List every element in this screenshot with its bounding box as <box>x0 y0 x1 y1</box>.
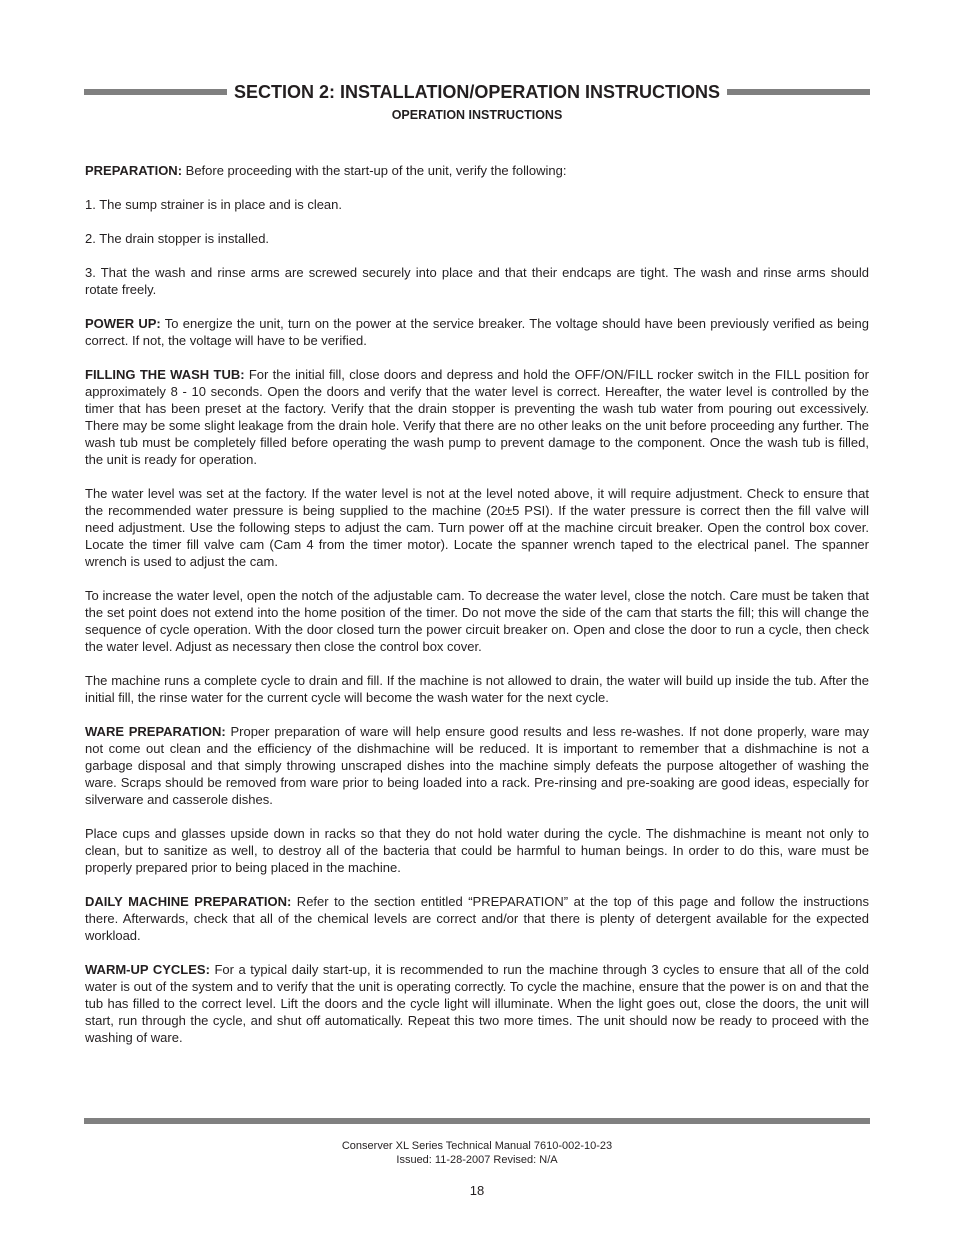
footer-rule <box>84 1118 870 1124</box>
daily-prep-heading: DAILY MACHINE PREPARATION: <box>85 894 292 909</box>
checklist-item: 2. The drain stopper is installed. <box>85 231 270 246</box>
power-up-text: To energize the unit, turn on the power at the service breaker. The voltage should have been previously verified as being correct. If not, the voltage will have to be verified. <box>85 316 869 348</box>
section-header <box>84 80 870 104</box>
cam-adjust-paragraph: To increase the water level, open the notch of the adjustable cam. To decrease the water level, close the notch. Care must be taken that the set point does not extend into the home position of the timer. Do not move the side of the cam that starts the fill; this will change the sequence of cycle operation. With the door closed turn the power circuit breaker on. Open and close the door to run a cycle, then check the water level. Adjust as necessary then close the control box cover. <box>85 588 869 654</box>
preparation-text: Before proceeding with the start-up of the unit, verify the following: <box>182 163 567 178</box>
page-subtitle: OPERATION INSTRUCTIONS <box>391 108 563 122</box>
ware-prep-heading: WARE PREPARATION: <box>85 724 226 739</box>
preparation-paragraph <box>85 162 869 179</box>
ware-prep-text: Proper preparation of ware will help ensure good results and less re-washes. If not done properly, ware may not come out clean and the efficiency of the dishmachine will be reduced. It is important to remember that a dishmachine is not a garbage disposal and that simply throwing unscraped dishes into the machine simply defeats the purpose altogether of washing the ware. Scraps should be removed from ware prior to being loaded into a rack. Pre-rinsing and pre-soaking are good ideas, especially for silverware and casserole dishes. <box>85 724 870 807</box>
power-up-heading: POWER UP: <box>85 316 161 331</box>
warm-up-text: For a typical daily start-up, it is recommended to run the machine through 3 cycles to ensure that all of the cold water is out of the system and to verify that the unit is operating correctly. To cycle the machine, ensure that the power is on and that the tub has filled to the correct level. Lift the doors and the cycle light will illuminate. When the light goes out, close the doors, the unit will start, run through the cycle, and shut off automatically. Repeat this two more times. The unit should now be ready to proceed with the washing of ware. <box>85 962 870 1045</box>
filling-heading: FILLING THE WASH TUB: <box>85 367 245 382</box>
header-rule-left <box>84 89 227 95</box>
cycle-paragraph: The machine runs a complete cycle to drain and fill. If the machine is not allowed to drain, the water will build up inside the tub. After the initial fill, the rinse water for the current cycle will become the wash water for the next cycle. <box>85 673 869 705</box>
issue-info: Issued: 11-28-2007 Revised: N/A <box>396 1154 558 1166</box>
section-title: SECTION 2: INSTALLATION/OPERATION INSTRUCTIONS <box>234 81 720 102</box>
cups-paragraph: Place cups and glasses upside down in racks so that they do not hold water during the cycle. The dishmachine is meant not only to clean, but to sanitize as well, to destroy all of the bacteria that could be harmful to human beings. In order to do this, ware must be properly prepared prior to being placed in the machine. <box>85 826 869 875</box>
water-level-paragraph: The water level was set at the factory. If the water level is not at the level noted above, it will require adjustment. Check to ensure that the recommended water pressure is being supplied to the machine (20±5 PSI). If the water pressure is correct then the fill valve will need adjustment. Use the following steps to adjust the cam. Turn power off at the machine circuit breaker. Open the control box cover. Locate the timer fill valve cam (Cam 4 from the timer motor). Locate the spanner wrench taped to the electrical panel. The spanner wrench is used to adjust the cam. <box>85 486 869 569</box>
daily-prep-text: Refer to the section entitled “PREPARATION” at the top of this page and follow the instructions there. Afterwards, check that all of the chemical levels are correct and/or that there is plenty of detergent available for the expected workload. <box>85 894 869 943</box>
manual-title: Conserver XL Series Technical Manual 7610-002-10-23 <box>341 1140 613 1152</box>
preparation-heading: PREPARATION: <box>85 163 183 178</box>
power-up-paragraph <box>85 315 869 349</box>
checklist-item: 1. The sump strainer is in place and is clean. <box>85 197 343 212</box>
footer-info <box>84 1139 870 1167</box>
filling-text: For the initial fill, close doors and depress and hold the OFF/ON/FILL rocker switch in the FILL position for approximately 8 - 10 seconds. Open the doors and verify that the water level is correct. Hereafter, the water level is controlled by the timer that has been preset at the factory. Verify that the drain stopper is preventing the wash tub water from pouring out excessively. There may be some slight leakage from the drain hole. Verify that there are no other leaks on the unit before proceeding any further. The wash tub must be completely filled before operating the wash pump to prevent damage to the component. Once the wash tub is filled, the unit is ready for operation. <box>85 367 869 467</box>
ware-prep-paragraph <box>85 723 869 808</box>
warm-up-paragraph <box>85 961 869 1046</box>
header-rule-right <box>727 89 870 95</box>
warm-up-heading: WARM-UP CYCLES: <box>85 962 210 977</box>
checklist-item: 3. That the wash and rinse arms are screwed securely into place and that their endcaps are tight. The wash and rinse arms should rotate freely. <box>85 265 869 297</box>
daily-prep-paragraph <box>85 893 869 944</box>
filling-paragraph <box>85 366 869 468</box>
page-number: 18 <box>469 1183 485 1198</box>
document-body <box>85 162 869 1046</box>
